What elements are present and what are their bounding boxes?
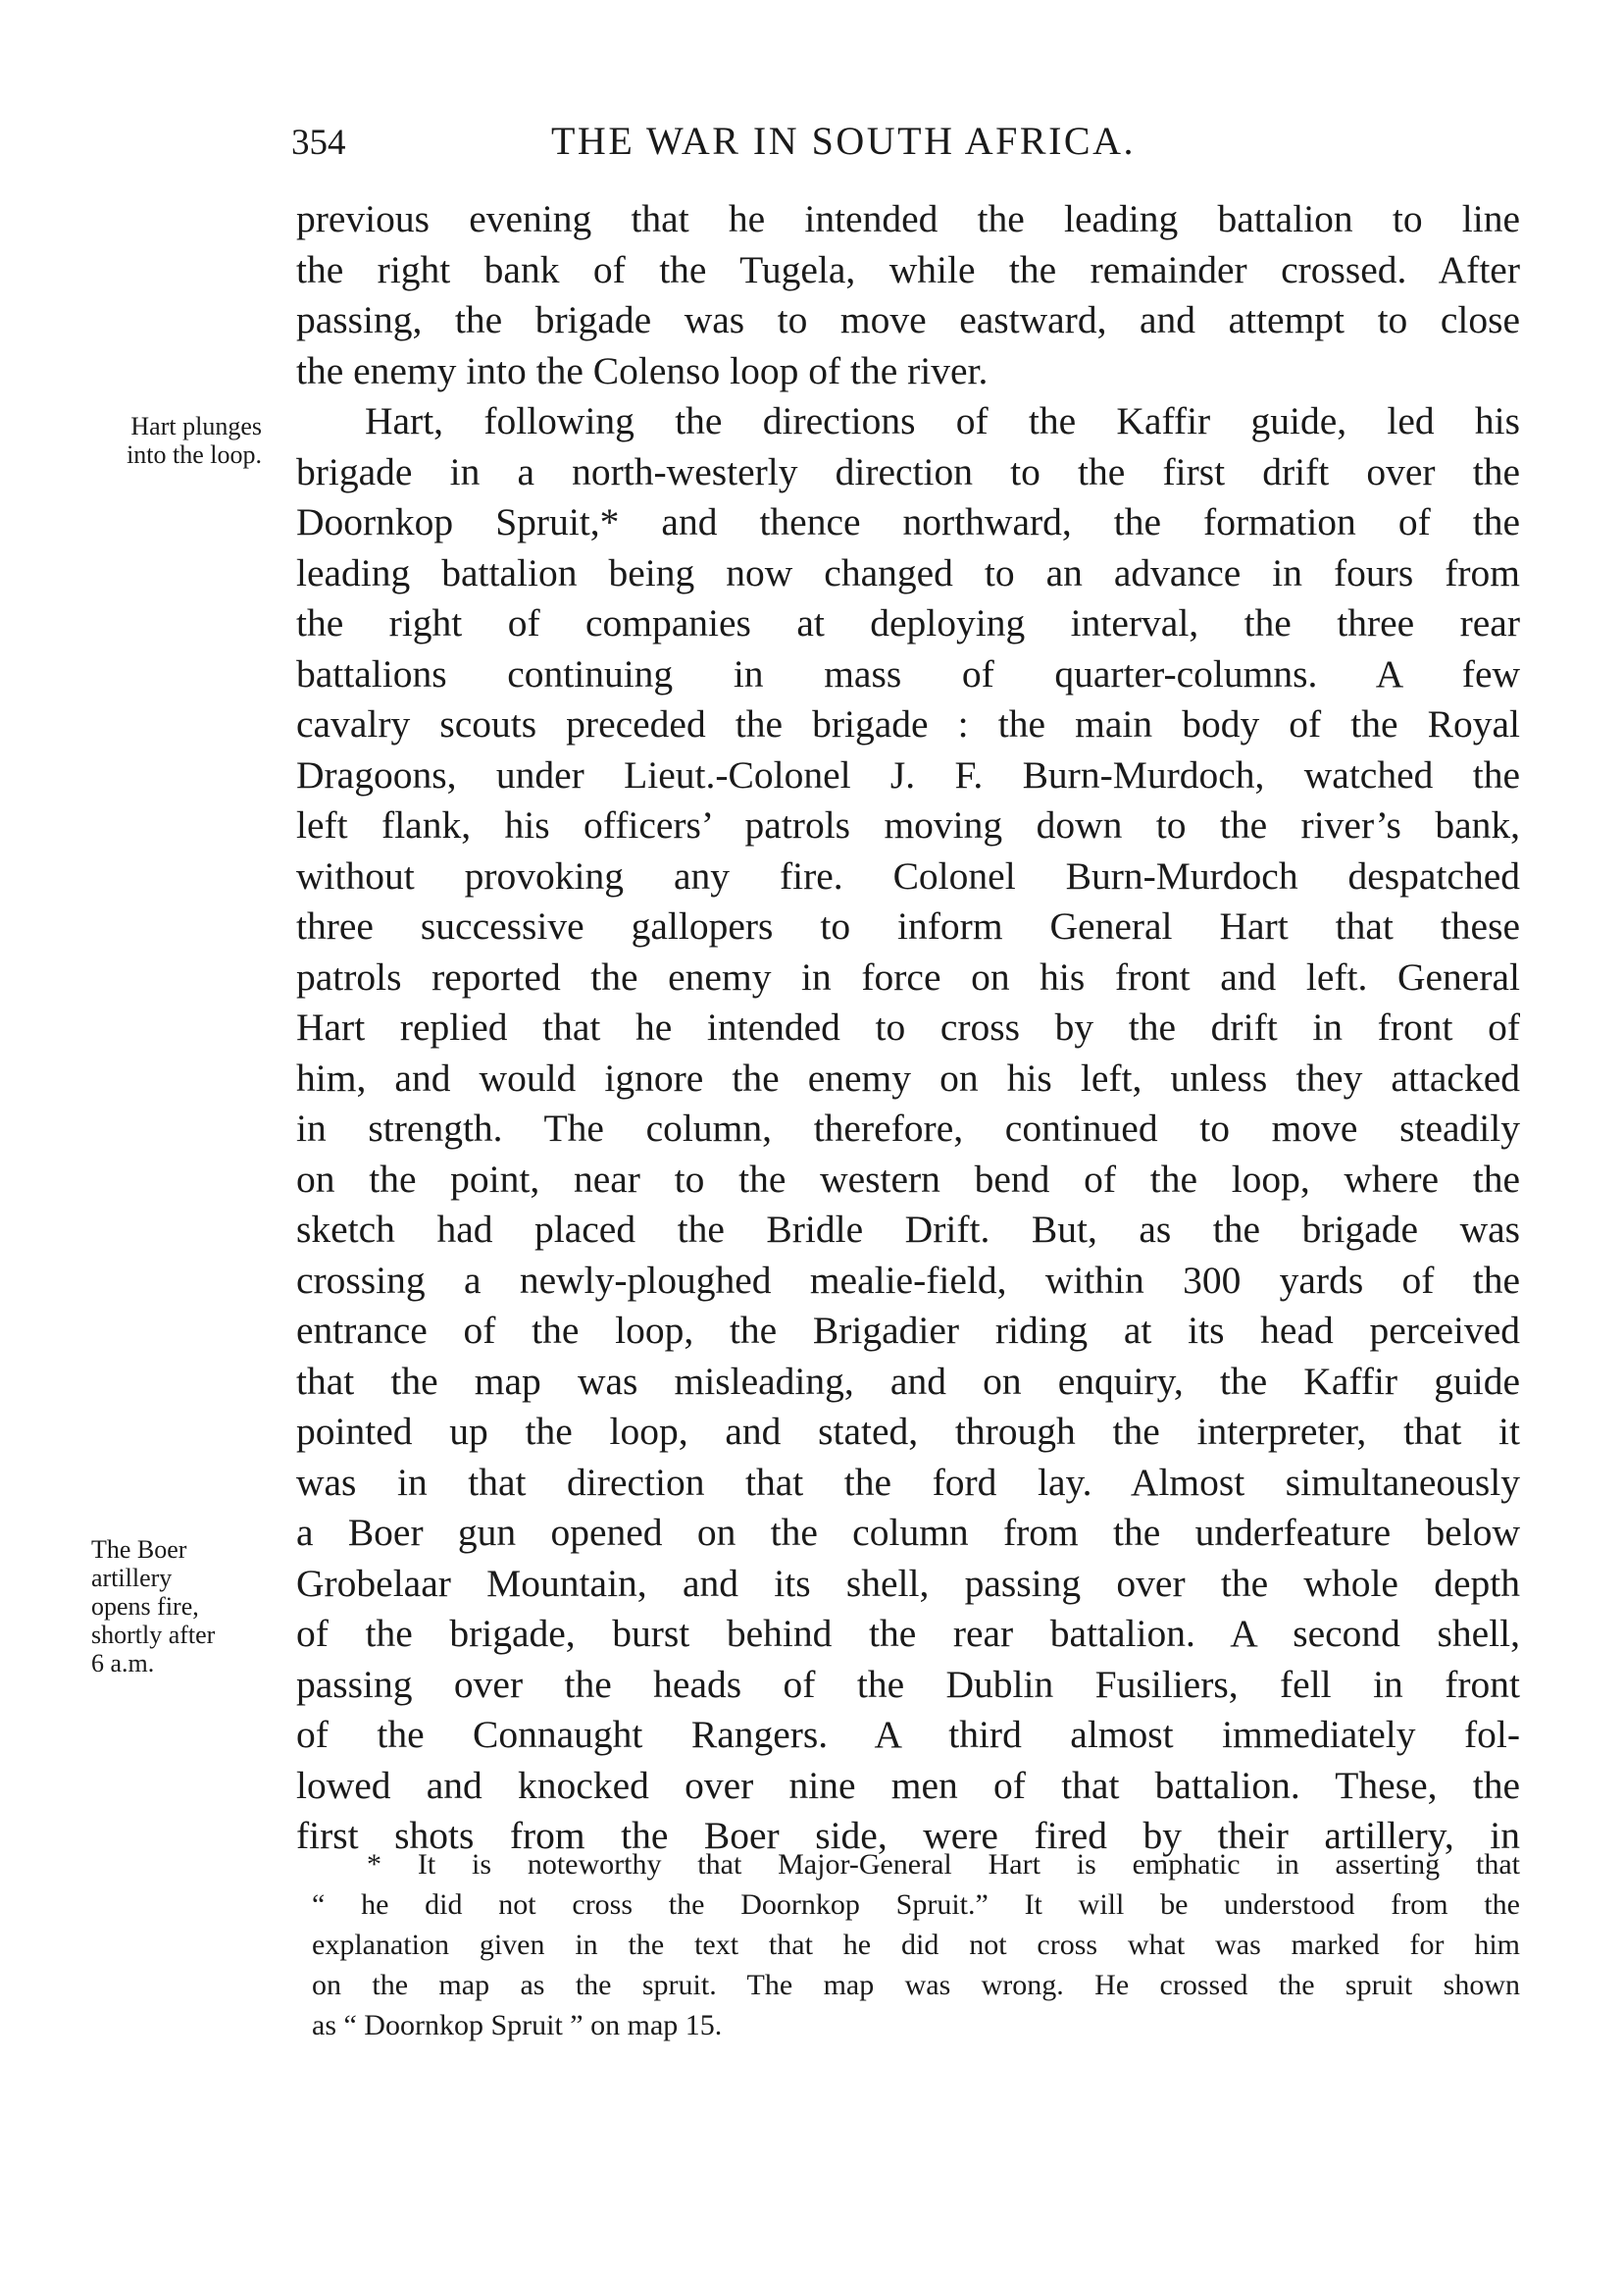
body-line: in strength. The column, therefore, continued to move steadily (296, 1107, 1520, 1150)
margin-note-boer-artillery (91, 1535, 268, 1677)
body-line: him, and would ignore the enemy on his left, unless they attacked (296, 1056, 1520, 1100)
body-line: pointed up the loop, and stated, through the interpreter, that it (296, 1410, 1520, 1453)
footnote-line: “ he did not cross the Doornkop Spruit.” It will be understood from the (312, 1888, 1520, 1921)
footnote-line: explanation given in the text that he did not cross what was marked for him (312, 1929, 1520, 1961)
body-line: first shots from the Boer side, were fired by their artillery, in (296, 1814, 1520, 1857)
body-line: the right of companies at deploying interval, the three rear (296, 601, 1520, 645)
body-line: three successive gallopers to inform General Hart that these (296, 904, 1520, 948)
body-text (296, 194, 1520, 1862)
body-line: entrance of the loop, the Brigadier riding at its head perceived (296, 1309, 1520, 1352)
body-line: Dragoons, under Lieut.-Colonel J. F. Burn-Murdoch, watched the (296, 752, 1520, 797)
body-line: of the brigade, burst behind the rear battalion. A second shell, (296, 1612, 1520, 1655)
margin-note-line: opens fire, (91, 1592, 199, 1621)
margin-note-hart-plunges (80, 412, 262, 469)
body-line: a Boer gun opened on the column from the underfeature below (296, 1511, 1520, 1554)
body-line: of the Connaught Rangers. A third almost immediately fol- (296, 1713, 1520, 1756)
body-line: brigade in a north-westerly direction to the first drift over the (296, 449, 1520, 493)
body-line: leading battalion being now changed to an advance in fours from (296, 550, 1520, 594)
body-line: was in that direction that the ford lay. Almost simultaneously (296, 1460, 1520, 1504)
body-line: crossing a newly-ploughed mealie-field, within 300 yards of the (296, 1258, 1520, 1302)
body-line: cavalry scouts preceded the brigade : the main body of the Royal (296, 702, 1520, 746)
margin-note-line: Hart plunges (130, 412, 262, 440)
margin-note-line: artillery (91, 1564, 173, 1592)
body-line: previous evening that he intended the leading battalion to line (296, 197, 1520, 240)
body-line: on the point, near to the western bend of the loop, where the (296, 1157, 1520, 1201)
footnote-line: on the map as the spruit. The map was wrong. He crossed the spruit shown (312, 1969, 1520, 2001)
footnote (312, 1844, 1520, 2045)
footnote-line: as “ Doornkop Spruit ” on map 15. (312, 2009, 723, 2041)
body-line: sketch had placed the Bridle Drift. But, as the brigade was (296, 1208, 1520, 1251)
body-line: patrols reported the enemy in force on his front and left. General (296, 954, 1520, 999)
running-head: THE WAR IN SOUTH AFRICA. (551, 119, 1136, 163)
body-line: that the map was misleading, and on enquiry, the Kaffir guide (296, 1359, 1520, 1403)
body-line: battalions continuing in mass of quarter-columns. A few (296, 651, 1520, 696)
body-line: without provoking any fire. Colonel Burn-Murdoch despatched (296, 853, 1520, 898)
page-number: 354 (291, 123, 346, 163)
margin-note-line: shortly after (91, 1621, 216, 1649)
body-line: passing over the heads of the Dublin Fusiliers, fell in front (296, 1662, 1520, 1706)
body-line: Hart replied that he intended to cross by the drift in front of (296, 1006, 1520, 1049)
body-line: Grobelaar Mountain, and its shell, passing over the whole depth (296, 1561, 1520, 1605)
body-line: lowed and knocked over nine men of that battalion. These, the (296, 1763, 1520, 1807)
body-line: the right bank of the Tugela, while the remainder crossed. After (296, 247, 1520, 291)
body-line: passing, the brigade was to move eastward, and attempt to close (296, 298, 1520, 341)
page-header (291, 108, 1527, 167)
body-line: Hart, following the directions of the Kaffir guide, led his (365, 399, 1520, 442)
body-line: the enemy into the Colenso loop of the river. (296, 348, 989, 392)
footnote-line: * It is noteworthy that Major-General Hart is emphatic in asserting that (367, 1848, 1520, 1881)
margin-note-line: The Boer (91, 1535, 187, 1564)
margin-note-line: into the loop. (127, 440, 262, 469)
body-line: Doornkop Spruit,* and thence northward, the formation of the (296, 500, 1520, 543)
margin-note-line: 6 a.m. (91, 1649, 155, 1677)
body-line: left flank, his officers’ patrols moving down to the river’s bank, (296, 803, 1520, 847)
